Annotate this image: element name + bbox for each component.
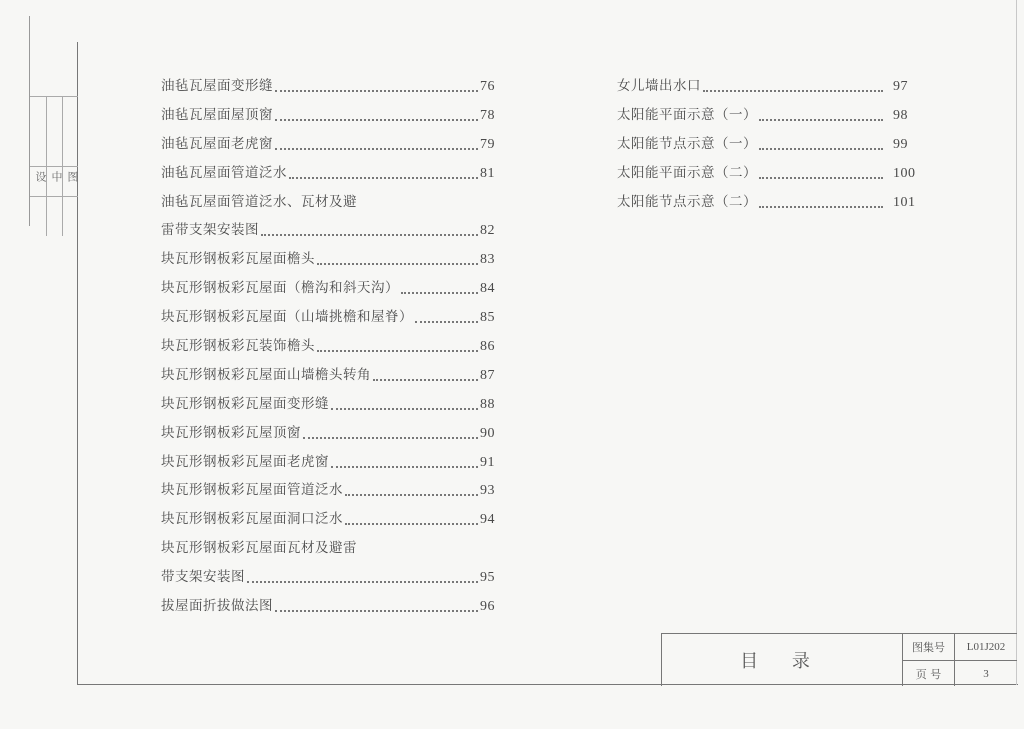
toc-entry [161, 216, 495, 245]
toc-entry-page: 82 [480, 223, 495, 239]
stamp-char: 图 [66, 171, 79, 182]
toc-entry-page: 79 [480, 136, 495, 152]
toc-entry-title: 油毡瓦屋面屋顶窗 [161, 106, 273, 123]
stamp-divider [46, 96, 47, 236]
page-number-label: 页 号 [915, 667, 942, 681]
toc-entry-title: 块瓦形钢板彩瓦装饰檐头 [161, 338, 315, 355]
toc-entry-title: 块瓦形钢板彩瓦屋面（山墙挑檐和屋脊） [161, 309, 413, 326]
toc-entry [617, 130, 917, 159]
dot-leader [703, 89, 883, 92]
toc-entry [161, 101, 495, 130]
toc-entry [161, 72, 495, 101]
dot-leader [759, 176, 883, 179]
dot-leader [373, 378, 478, 381]
toc-entry-title: 块瓦形钢板彩瓦屋面瓦材及避雷 [161, 540, 357, 557]
toc-entry-title: 太阳能节点示意（二） [617, 193, 757, 210]
toc-entry-title: 块瓦形钢板彩瓦屋面（檐沟和斜天沟） [161, 280, 399, 297]
toc-entry-title: 油毡瓦屋面变形缝 [161, 78, 273, 94]
atlas-number-label: 图集号 [912, 641, 945, 654]
title-block [661, 633, 1017, 686]
binding-stamp-strip [29, 16, 78, 226]
stamp-divider [62, 96, 63, 236]
toc-entry [161, 159, 495, 188]
dot-leader [345, 493, 478, 496]
toc-entry-page: 99 [893, 136, 908, 152]
toc-entry [161, 563, 495, 592]
toc-entry [161, 390, 495, 419]
dot-leader [275, 89, 478, 92]
toc-entry [161, 476, 495, 505]
toc-entry [161, 448, 495, 477]
toc-entry-title: 太阳能平面示意（一） [617, 106, 757, 123]
dot-leader [415, 320, 478, 323]
toc-entry [617, 101, 917, 130]
toc-entry [161, 592, 495, 621]
frame-right-border [1016, 0, 1017, 685]
toc-entry-page: 78 [480, 107, 495, 123]
toc-entry [161, 505, 495, 534]
toc-entry-title: 带支架安装图 [161, 569, 245, 586]
toc-entry-title: 块瓦形钢板彩瓦屋面檐头 [161, 251, 315, 268]
title-block-title: 目 录 [740, 651, 824, 672]
toc-entry-page: 88 [480, 396, 495, 412]
toc-entry-title: 块瓦形钢板彩瓦屋面老虎窗 [161, 453, 329, 470]
toc-entry [161, 303, 495, 332]
dot-leader [275, 147, 478, 150]
toc-entry-title: 女儿墙出水口 [617, 78, 701, 94]
toc-entry-page: 81 [480, 165, 495, 181]
toc-entry-page: 84 [480, 281, 495, 297]
atlas-number-value: L01J202 [966, 641, 1006, 653]
toc-right-column [617, 72, 917, 216]
toc-entry-title: 块瓦形钢板彩瓦屋面洞口泛水 [161, 511, 343, 528]
toc-left-column [161, 72, 495, 621]
toc-entry-page: 90 [480, 425, 495, 441]
dot-leader [759, 118, 883, 121]
toc-entry [161, 534, 495, 563]
dot-leader [247, 580, 478, 583]
toc-entry [617, 159, 917, 188]
stamp-char: 中 [50, 171, 63, 182]
dot-leader [261, 233, 478, 236]
dot-leader [275, 609, 478, 612]
toc-entry-page: 87 [480, 367, 495, 383]
dot-leader [345, 522, 478, 525]
toc-entry [161, 361, 495, 390]
toc-entry [617, 188, 917, 217]
toc-entry [161, 188, 495, 217]
toc-entry [161, 245, 495, 274]
toc-entry-page: 101 [893, 194, 916, 210]
toc-entry-title: 油毡瓦屋面老虎窗 [161, 135, 273, 152]
dot-leader [759, 205, 883, 208]
toc-entry-title: 油毡瓦屋面管道泛水 [161, 164, 287, 181]
stamp-divider [30, 96, 78, 97]
toc-entry [161, 274, 495, 303]
toc-entry-page: 100 [893, 165, 916, 181]
toc-entry-page: 98 [893, 107, 908, 123]
toc-entry-page: 86 [480, 339, 495, 355]
dot-leader [317, 349, 478, 352]
toc-entry-page: 96 [480, 599, 495, 615]
dot-leader [331, 465, 478, 468]
toc-entry-title: 块瓦形钢板彩瓦屋面变形缝 [161, 395, 329, 412]
toc-entry [161, 419, 495, 448]
toc-entry-title: 雷带支架安装图 [161, 222, 259, 239]
toc-entry-page: 94 [480, 512, 495, 528]
toc-entry-page: 91 [480, 454, 495, 470]
dot-leader [289, 176, 478, 179]
toc-entry-page: 85 [480, 310, 495, 326]
dot-leader [331, 407, 478, 410]
dot-leader [303, 436, 478, 439]
dot-leader [317, 262, 478, 265]
stamp-divider [30, 166, 78, 167]
stamp-char: 设 [34, 171, 47, 182]
toc-entry-title: 拔屋面折拔做法图 [161, 598, 273, 615]
toc-entry [161, 332, 495, 361]
toc-entry-title: 太阳能平面示意（二） [617, 164, 757, 181]
dot-leader [759, 147, 883, 150]
toc-entry-title: 块瓦形钢板彩瓦屋顶窗 [161, 424, 301, 441]
toc-entry-page: 97 [893, 79, 908, 94]
toc-entry-page: 76 [480, 79, 495, 94]
toc-entry [161, 130, 495, 159]
page-number-value: 3 [983, 667, 989, 680]
toc-entry-page: 93 [480, 483, 495, 499]
toc-entry-title: 块瓦形钢板彩瓦屋面管道泛水 [161, 482, 343, 499]
dot-leader [401, 291, 478, 294]
dot-leader [275, 118, 478, 121]
toc-entry-page: 95 [480, 570, 495, 586]
toc-entry-title: 太阳能节点示意（一） [617, 135, 757, 152]
toc-entry-title: 油毡瓦屋面管道泛水、瓦材及避 [161, 193, 357, 210]
toc-entry [617, 72, 917, 101]
toc-entry-title: 块瓦形钢板彩瓦屋面山墙檐头转角 [161, 366, 371, 383]
stamp-divider [30, 196, 78, 197]
toc-entry-page: 83 [480, 252, 495, 268]
